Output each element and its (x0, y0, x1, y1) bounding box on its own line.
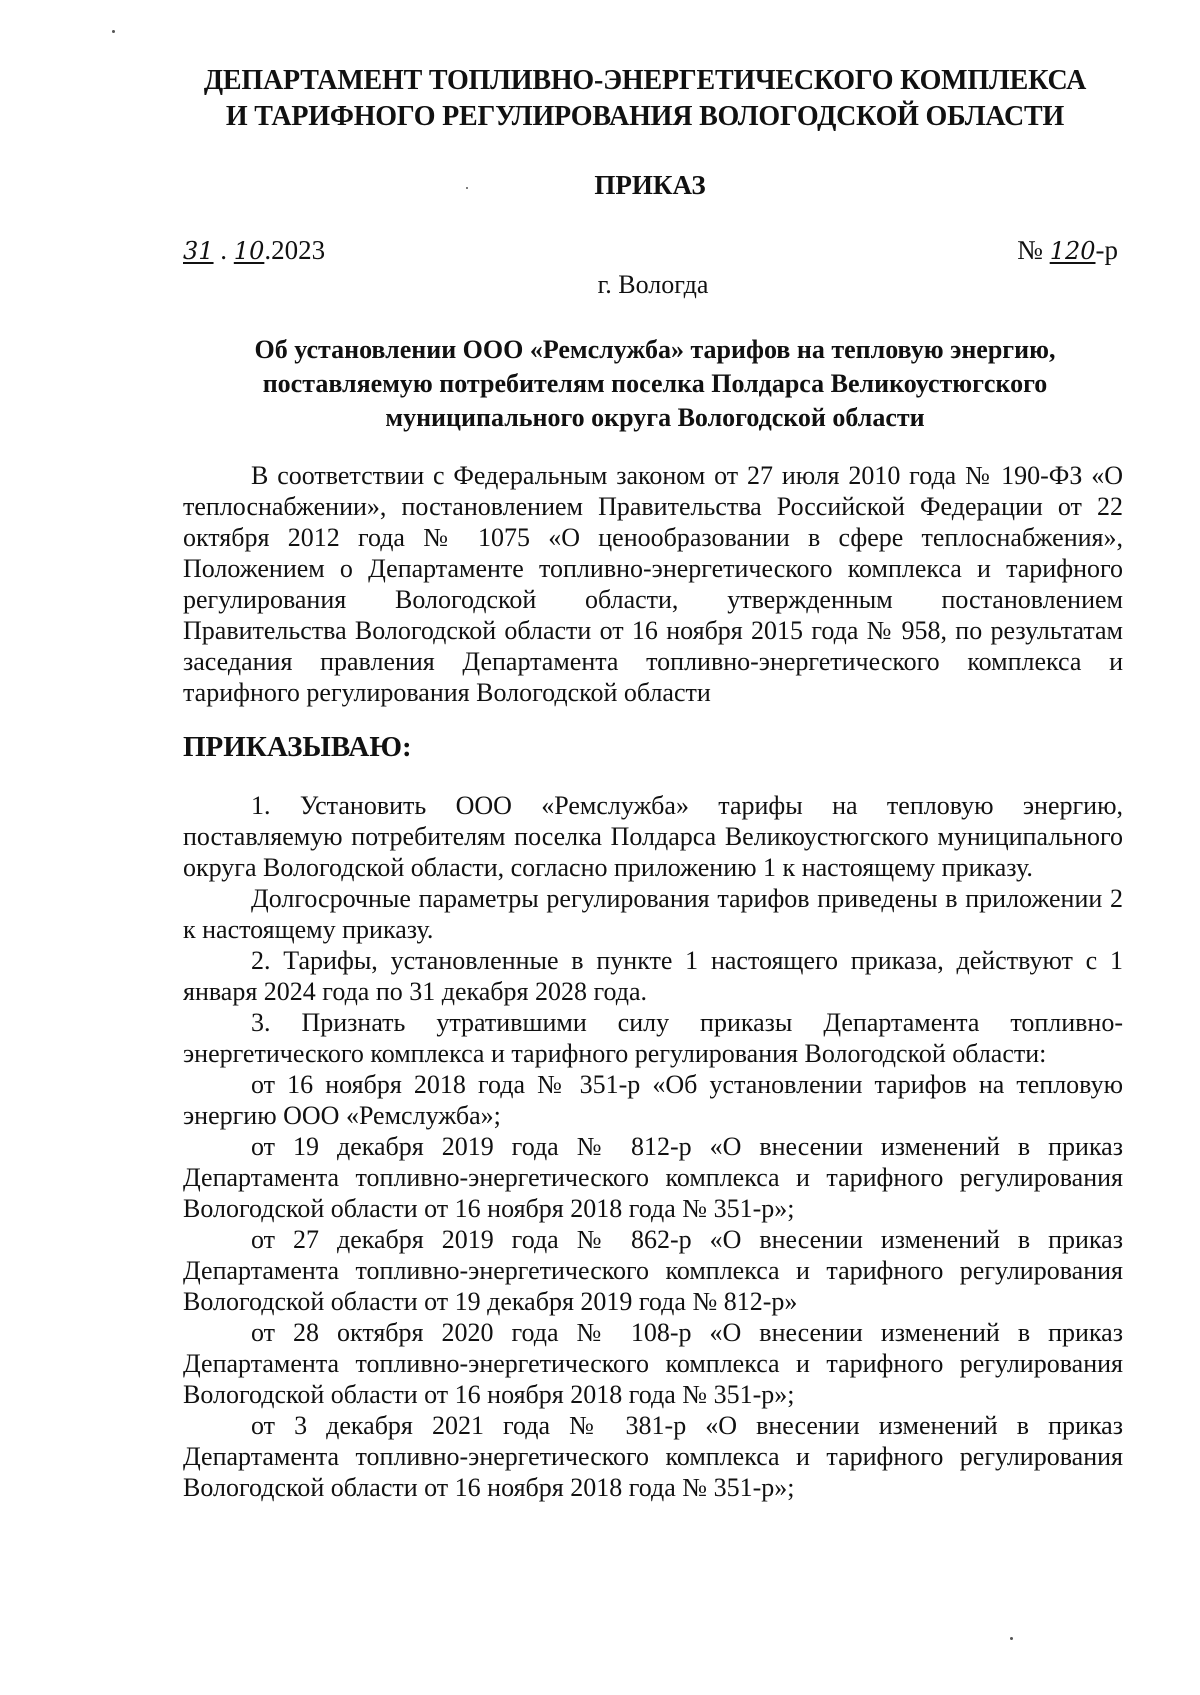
repealed-order-812: от 19 декабря 2019 года № 812-р «О внесении изменений в приказ Департамента топливно-энергетического комплекса и тарифного регулирования Вологодской области от 16 ноября 2018 года № 351-р»; (183, 1132, 1123, 1223)
subject-line-3: муниципального округа Вологодской области (385, 403, 925, 432)
date-day: 31 (183, 237, 214, 265)
order-title: ПРИКАЗ (594, 170, 706, 200)
order-number (1017, 232, 1118, 269)
date-year: .2023 (264, 235, 326, 265)
number-value: 120 (1049, 237, 1096, 265)
repealed-order-351: от 16 ноября 2018 года № 351-р «Об установлении тарифов на тепловую энергию ООО «Ремслужба»; (183, 1070, 1123, 1130)
number-suffix: -р (1095, 235, 1118, 265)
repealed-order-381: от 3 декабря 2021 года № 381-р «О внесении изменений в приказ Департамента топливно-энергетического комплекса и тарифного регулирования Вологодской области от 16 ноября 2018 года № 351-р»; (183, 1411, 1123, 1502)
order-date: 31 . 10.2023 (183, 235, 326, 265)
subject-line-2: поставляемую потребителям поселка Полдарса Великоустюгского (262, 369, 1048, 398)
preamble-block (183, 460, 1123, 708)
preamble-paragraph: В соответствии с Федеральным законом от 27 июля 2010 года № 190-ФЗ «О теплоснабжении», постановлением Правительства Российской Федерации от 22 октября 2012 года № 1075 «О ценообразовании в сфере теплоснабжения», Положением о Департаменте топливно-энергетического комплекса и тарифного регулирования Вологодской области, утвержденным постановлением Правительства Вологодской области от 16 ноября 2015 года № 958, по результатам заседания правления Департамента топливно-энергетического комплекса и тарифного регулирования Вологодской области (183, 461, 1123, 707)
point-1-note: Долгосрочные параметры регулирования тарифов приведены в приложении 2 к настоящему приказу. (183, 884, 1123, 944)
city: г. Вологда (597, 270, 709, 299)
number-prefix: № (1017, 235, 1050, 265)
date-number-row (183, 232, 1118, 268)
point-1: 1. Установить ООО «Ремслужба» тарифы на тепловую энергию, поставляемую потребителям поселка Полдарса Великоустюгского муниципального округа Вологодской области, согласно приложению 1 к настоящему приказу. (183, 791, 1123, 882)
scan-speck (112, 30, 115, 33)
subject-line-1: Об установлении ООО «Ремслужба» тарифов на тепловую энергию, (254, 335, 1056, 364)
order-subject (190, 333, 1120, 435)
decree-word: ПРИКАЗЫВАЮ: (183, 731, 412, 763)
order-points (183, 790, 1123, 1503)
point-2: 2. Тарифы, установленные в пункте 1 настоящего приказа, действуют с 1 января 2024 года по 31 декабря 2028 года. (183, 946, 1123, 1006)
date-month: 10 (233, 237, 265, 265)
repealed-order-108: от 28 октября 2020 года № 108-р «О внесении изменений в приказ Департамента топливно-энергетического комплекса и тарифного регулирования Вологодской области от 16 ноября 2018 года № 351-р»; (183, 1318, 1123, 1409)
header-line-1: ДЕПАРТАМЕНТ ТОПЛИВНО-ЭНЕРГЕТИЧЕСКОГО КОМПЛЕКСА (203, 65, 1087, 96)
header-line-2: И ТАРИФНОГО РЕГУЛИРОВАНИЯ ВОЛОГОДСКОЙ ОБЛАСТИ (225, 101, 1065, 132)
point-3: 3. Признать утратившими силу приказы Департамента топливно-энергетического комплекса и тарифного регулирования Вологодской области: (183, 1008, 1123, 1068)
department-header (160, 63, 1130, 135)
repealed-order-862: от 27 декабря 2019 года № 862-р «О внесении изменений в приказ Департамента топливно-энергетического комплекса и тарифного регулирования Вологодской области от 19 декабря 2019 года № 812-р» (183, 1225, 1123, 1316)
scan-speck (1010, 1637, 1013, 1640)
